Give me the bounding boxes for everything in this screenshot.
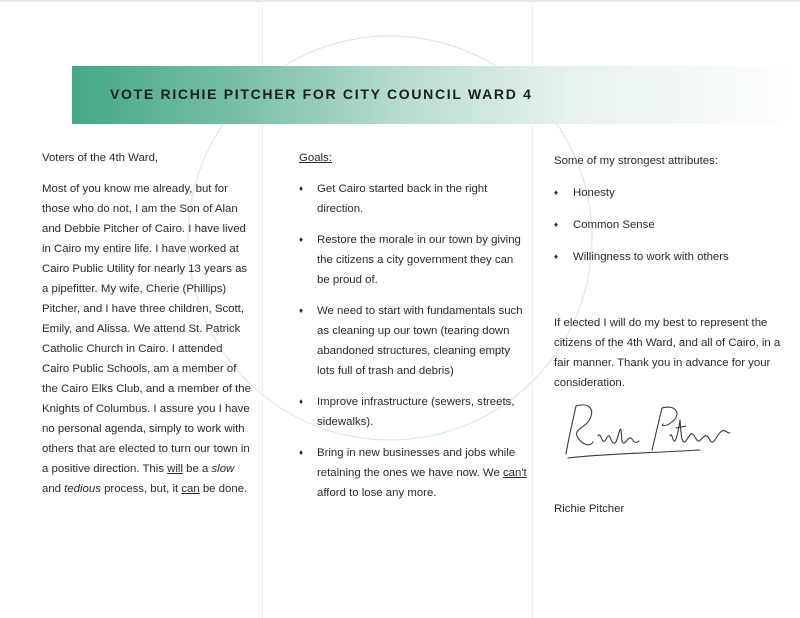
signature-text: Richie Pitcher bbox=[560, 467, 567, 468]
emphasis-slow: slow bbox=[211, 463, 235, 475]
goal-text bbox=[317, 447, 527, 499]
letter-text-process: process, but, it bbox=[100, 483, 182, 495]
closing-paragraph: If elected I will do my best to represent the citizens of the 4th Ward, and all of Cairo, in a fair manner. Thank you in advance for your consideration. bbox=[554, 317, 781, 389]
diamond-bullet-icon: ♦ bbox=[554, 220, 559, 229]
attribute-text: Common Sense bbox=[573, 219, 655, 231]
letter-text-and: and bbox=[42, 483, 65, 495]
letter-text-end: be done. bbox=[199, 483, 248, 495]
diamond-bullet-icon: ♦ bbox=[299, 306, 304, 315]
goal-text: Improve infrastructure (sewers, streets, sidewalks). bbox=[317, 396, 515, 428]
goals-title: Goals: bbox=[299, 152, 332, 164]
emphasis-tedious: tedious bbox=[64, 483, 101, 495]
emphasis-will: will bbox=[167, 463, 183, 475]
goal-text-after: afford to lose any more. bbox=[317, 487, 437, 499]
signer-name: Richie Pitcher bbox=[554, 503, 625, 515]
goal-text-before: Bring in new businesses and jobs while retaining the ones we have now. We bbox=[317, 447, 516, 479]
goal-item bbox=[299, 392, 529, 432]
goal-item bbox=[299, 443, 529, 503]
attributes-column bbox=[554, 151, 794, 267]
goal-text: Get Cairo started back in the right direction. bbox=[317, 183, 488, 215]
goal-text: Restore the morale in our town by giving the citizens a city government they can be proud of. bbox=[317, 234, 521, 286]
goal-item bbox=[299, 230, 529, 290]
attribute-item bbox=[554, 247, 794, 267]
emphasis-cant: can't bbox=[502, 467, 527, 479]
diamond-bullet-icon: ♦ bbox=[299, 235, 304, 244]
letter-text-be-a: be a bbox=[182, 463, 212, 475]
signature-image bbox=[560, 398, 740, 468]
diamond-bullet-icon: ♦ bbox=[299, 397, 304, 406]
letter-body bbox=[42, 179, 252, 499]
letter-column bbox=[42, 148, 252, 499]
goal-text: We need to start with fundamentals such as cleaning up our town (tearing down abandoned structures, cleaning empty lots full of trash and debris) bbox=[317, 305, 523, 377]
letter-greeting: Voters of the 4th Ward, bbox=[42, 152, 159, 164]
emphasis-can: can bbox=[181, 483, 200, 495]
goal-item bbox=[299, 179, 529, 219]
diamond-bullet-icon: ♦ bbox=[299, 448, 304, 457]
attribute-text: Honesty bbox=[573, 187, 615, 199]
goals-column bbox=[299, 148, 529, 514]
diamond-bullet-icon: ♦ bbox=[299, 184, 304, 193]
banner-title: VOTE RICHIE PITCHER FOR CITY COUNCIL WARD 4 bbox=[110, 86, 533, 102]
diamond-bullet-icon: ♦ bbox=[554, 252, 559, 261]
goal-item bbox=[299, 301, 529, 381]
diamond-bullet-icon: ♦ bbox=[554, 188, 559, 197]
attribute-text: Willingness to work with others bbox=[573, 251, 729, 263]
attribute-item bbox=[554, 183, 794, 203]
attribute-item bbox=[554, 215, 794, 235]
attributes-title: Some of my strongest attributes: bbox=[554, 155, 718, 167]
letter-body-text: Most of you know me already, but for those who do not, I am the Son of Alan and Debbie Pitcher of Cairo. I have lived in Cairo my entire life. I have worked at Cairo Public Utility for nearly 13 years as a pipefitter. My wife, Cherie (Phillips) Pitcher, and I have three children, Scott, Emily, and Alissa. We attend St. Patrick Catholic Church in Cairo. I attended Cairo Public Schools, am a member of the Cairo Elks Club, and a member of the Knights of Columbus. I assure you I have no personal agenda, simply to work with others that are elected to turn our town in a positive direction. This bbox=[42, 183, 251, 475]
